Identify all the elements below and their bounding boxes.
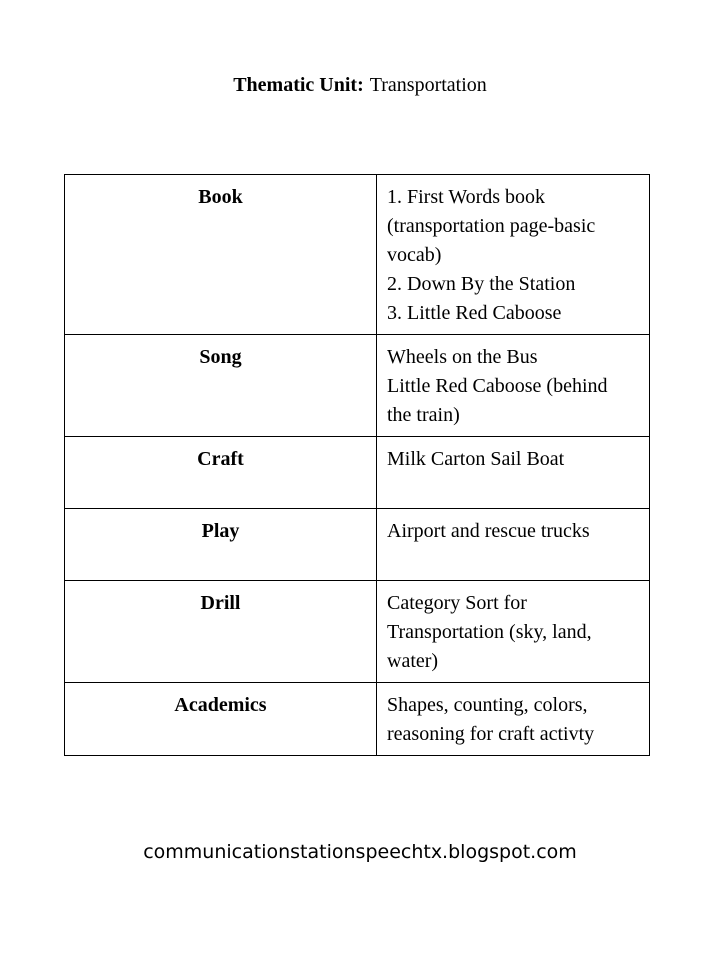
category-cell: Drill xyxy=(65,581,377,683)
content-line: (transportation page-basic xyxy=(387,215,596,237)
content-line: 1. First Words book xyxy=(387,186,546,208)
content-cell xyxy=(377,683,650,756)
content-line: Shapes, counting, colors, xyxy=(387,694,588,716)
content-line: water) xyxy=(387,650,439,672)
content-line: Airport and rescue trucks xyxy=(387,520,590,542)
footer-url: communicationstationspeechtx.blogspot.com xyxy=(143,841,577,863)
content-line: Milk Carton Sail Boat xyxy=(387,448,565,470)
content-line: 2. Down By the Station xyxy=(387,273,576,295)
category-cell: Craft xyxy=(65,437,377,509)
content-line: the train) xyxy=(387,404,460,426)
content-line: Wheels on the Bus xyxy=(387,346,538,368)
category-cell: Academics xyxy=(65,683,377,756)
title-label: Thematic Unit: xyxy=(233,74,364,96)
table-row-craft xyxy=(65,437,650,509)
table-row-book xyxy=(65,175,650,335)
content-cell xyxy=(377,581,650,683)
content-cell xyxy=(377,509,650,581)
table-row-academics xyxy=(65,683,650,756)
content-cell xyxy=(377,335,650,437)
content-line: vocab) xyxy=(387,244,442,266)
page-title xyxy=(0,72,720,98)
thematic-unit-table xyxy=(64,174,650,756)
content-line: Transportation (sky, land, xyxy=(387,621,592,643)
content-cell xyxy=(377,175,650,335)
content-line: Category Sort for xyxy=(387,592,527,614)
content-line: reasoning for craft activty xyxy=(387,723,595,745)
category-cell: Book xyxy=(65,175,377,335)
content-line: Little Red Caboose (behind xyxy=(387,375,608,397)
table-row-play xyxy=(65,509,650,581)
table-row-song xyxy=(65,335,650,437)
table-row-drill xyxy=(65,581,650,683)
content-line: 3. Little Red Caboose xyxy=(387,302,562,324)
category-cell: Song xyxy=(65,335,377,437)
category-cell: Play xyxy=(65,509,377,581)
content-cell xyxy=(377,437,650,509)
title-value: Transportation xyxy=(369,74,487,96)
